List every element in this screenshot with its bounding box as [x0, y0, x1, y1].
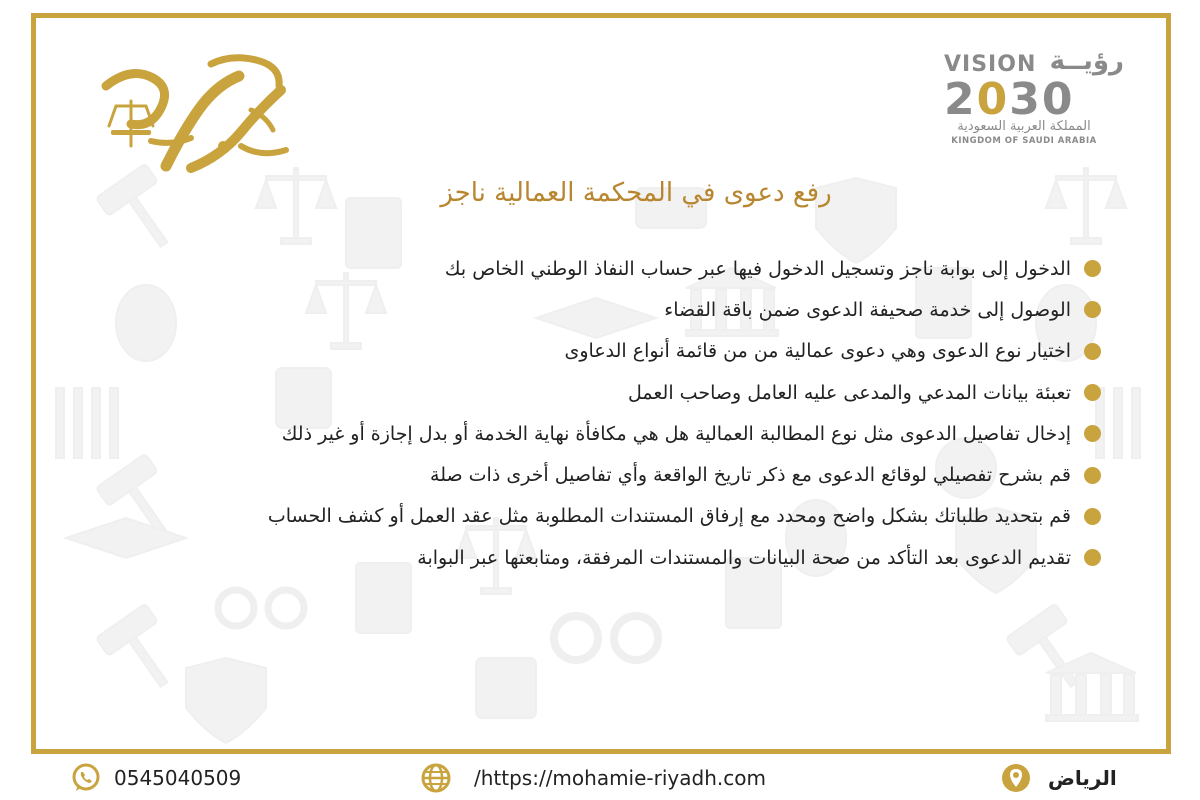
list-item — [91, 372, 1101, 413]
year-prefix: 2 — [944, 74, 977, 125]
page-title: رفع دعوى في المحكمة العمالية ناجز — [440, 178, 832, 208]
step-text: الدخول إلى بوابة ناجز وتسجيل الدخول فيها عبر حساب النفاذ الوطني الخاص بك — [444, 257, 1071, 280]
location-pin-icon — [1000, 762, 1032, 794]
website-url: /https://mohamie-riyadh.com — [474, 766, 766, 790]
step-text: الوصول إلى خدمة صحيفة الدعوى ضمن باقة القضاء — [664, 298, 1071, 321]
bullet-icon — [1084, 384, 1101, 401]
vision-2030-logo — [944, 46, 1124, 151]
kingdom-name-arabic: المملكة العربية السعودية — [957, 119, 1091, 134]
phone-contact[interactable] — [70, 762, 241, 794]
step-text: تقديم الدعوى بعد التأكد من صحة البيانات والمستندات المرفقة، ومتابعتها عبر البوابة — [417, 546, 1071, 569]
bullet-icon — [1084, 508, 1101, 525]
step-text: قم بتحديد طلباتك بشكل واضح ومحدد مع إرفاق المستندات المطلوبة مثل عقد العمل أو كشف الحساب — [267, 505, 1071, 528]
list-item — [91, 413, 1101, 454]
list-item — [91, 454, 1101, 495]
list-item — [91, 248, 1101, 289]
list-item — [91, 289, 1101, 330]
bullet-icon — [1084, 467, 1101, 484]
bullet-icon — [1084, 425, 1101, 442]
step-text: اختيار نوع الدعوى وهي دعوى عمالية من من قائمة أنواع الدعاوى — [564, 340, 1071, 363]
location-contact — [1000, 762, 1117, 794]
vision-year — [944, 74, 1074, 125]
website-link[interactable] — [420, 762, 766, 794]
content-frame — [31, 13, 1171, 754]
city-name: الرياض — [1048, 766, 1117, 790]
list-item — [91, 496, 1101, 537]
steps-list — [91, 248, 1101, 578]
year-zero-emblem: 0 — [976, 74, 1010, 125]
calligraphy-logo — [91, 46, 296, 186]
footer-bar — [0, 754, 1200, 800]
step-text: إدخال تفاصيل الدعوى مثل نوع المطالبة العمالية هل هي مكافأة نهاية الخدمة أو بدل إجازة أو غير ذلك — [281, 422, 1071, 445]
list-item — [91, 331, 1101, 372]
step-text: تعبئة بيانات المدعي والمدعى عليه العامل وصاحب العمل — [628, 381, 1071, 404]
bullet-icon — [1084, 343, 1101, 360]
ruya-word: رؤيــة — [1049, 46, 1124, 76]
globe-icon — [420, 762, 452, 794]
list-item — [91, 537, 1101, 578]
bullet-icon — [1084, 260, 1101, 277]
step-text: قم بشرح تفصيلي لوقائع الدعوى مع ذكر تاريخ الواقعة وأي تفاصيل أخرى ذات صلة — [430, 464, 1071, 487]
phone-number: 0545040509 — [114, 766, 242, 790]
whatsapp-icon — [70, 762, 102, 794]
kingdom-name-english: KINGDOM OF SAUDI ARABIA — [951, 136, 1097, 146]
vision-word: VISION — [944, 52, 1037, 77]
year-suffix: 30 — [1009, 74, 1075, 125]
bullet-icon — [1084, 301, 1101, 318]
bullet-icon — [1084, 549, 1101, 566]
